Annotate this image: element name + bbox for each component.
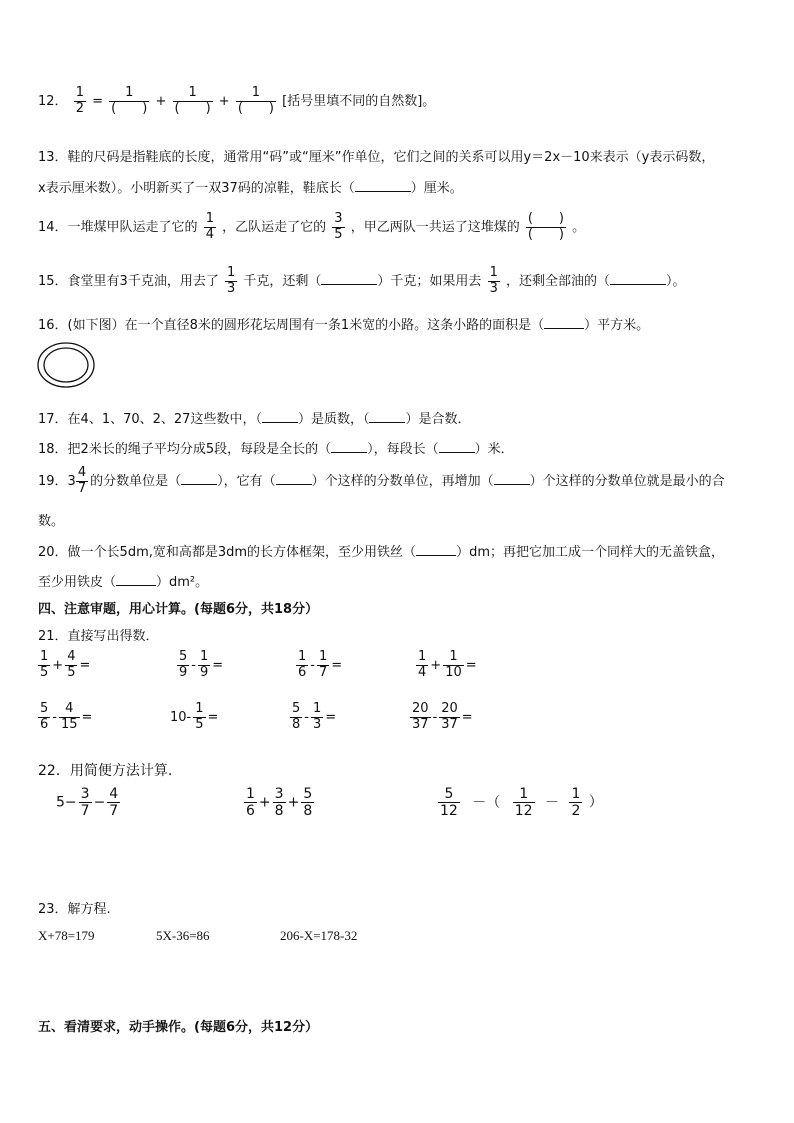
- question-20-line2: 至少用铁皮（ ）dm²。: [38, 575, 209, 590]
- fraction-blank[interactable]: $\frac{1}{( )}$: [111, 85, 148, 116]
- calc-item: $\frac{5}{9}$ - $\frac{1}{9}$ =: [179, 649, 224, 680]
- answer-blank[interactable]: [416, 543, 456, 556]
- answer-blank[interactable]: [369, 410, 405, 423]
- fraction: $\frac{1}{2}$: [75, 85, 84, 116]
- fraction: $\frac{1}{4}$: [205, 211, 214, 242]
- calc-item: $\frac{20}{37}$ - $\frac{20}{37}$ =: [412, 701, 473, 732]
- answer-blank[interactable]: [331, 440, 367, 453]
- answer-blank[interactable]: [116, 573, 156, 586]
- question-19-line2: 数。: [38, 514, 65, 529]
- answer-blank[interactable]: [355, 179, 411, 192]
- answer-blank[interactable]: [439, 440, 475, 453]
- calc-item: $\frac{1}{5}$ + $\frac{4}{5}$ =: [40, 649, 91, 680]
- question-22-title: 22．用简便方法计算.: [38, 763, 173, 779]
- question-16: 16．(如下图）在一个直径8米的圆形花坛周围有一条1米宽的小路。这条小路的面积是（ ）平方米。: [38, 318, 650, 333]
- answer-blank[interactable]: [610, 272, 666, 285]
- question-14: 14．一堆煤甲队运走了它的 $\frac{1}{4}$ ，乙队运走了它的 $\frac{3}{5}$ ，甲乙两队一共运了这堆煤的 $\frac{( )}{( )}$ 。: [38, 211, 586, 242]
- calc-item: $\frac{5}{8}$ - $\frac{1}{3}$ =: [292, 701, 337, 732]
- fraction: $\frac{1}{3}$: [226, 265, 236, 296]
- question-18: 18．把2米长的绳子平均分成5段，每段是全长的（ ），每段长（ ）米．: [38, 442, 514, 457]
- answer-blank[interactable]: [262, 410, 298, 423]
- inner-circle: [44, 348, 88, 382]
- question-17: 17．在4、1、70、2、27这些数中，（ ）是质数，（ ）是合数．: [38, 412, 471, 427]
- calc-item: 10- $\frac{1}{5}$ =: [170, 701, 219, 732]
- equation-1: X+78=179: [38, 928, 95, 943]
- outer-circle: [38, 343, 94, 387]
- question-15: 15．食堂里有3千克油，用去了 $\frac{1}{3}$ 千克，还剩（ ）千克；如果用去 $\frac{1}{3}$ ，还剩全部油的（ ）。: [38, 265, 686, 296]
- answer-blank[interactable]: [321, 272, 377, 285]
- fraction-blank[interactable]: $\frac{1}{( )}$: [237, 85, 274, 116]
- question-13-line1: 13．鞋的尺码是指鞋底的长度，通常用“码”或“厘米”作单位，它们之间的关系可以用y＝2x－10来表示（y表示码数，: [38, 150, 715, 165]
- equation-2: 5X-36=86: [156, 928, 210, 943]
- calc-item: $\frac{1}{6}$ - $\frac{1}{7}$ =: [298, 649, 343, 680]
- answer-blank[interactable]: [544, 316, 584, 329]
- equation-3: 206-X=178-32: [280, 928, 358, 943]
- fraction-answer-blank[interactable]: $\frac{( )}{( )}$: [527, 211, 564, 242]
- simplify-expr-2: $\frac{1}{6}$ + $\frac{3}{8}$ + $\frac{5}{8}$: [246, 786, 313, 820]
- question-20-line1: 20．做一个长5dm,宽和高都是3dm的长方体框架，至少用铁丝（ ）dm；再把它加工成一个同样大的无盖铁盒，: [38, 545, 724, 560]
- fraction: $\frac{4}{7}$: [77, 465, 87, 496]
- fraction-blank[interactable]: $\frac{1}{( )}$: [174, 85, 211, 116]
- answer-blank[interactable]: [276, 472, 312, 485]
- question-13-line2: x表示厘米数）。小明新买了一双37码的凉鞋，鞋底长（ ）厘米。: [38, 181, 463, 196]
- question-12: 12． $\frac{1}{2}$ = $\frac{1}{( )}$ + $\frac{1}{( )}$ + $\frac{1}{( )}$ [括号里填不同的自然数]。: [38, 85, 436, 116]
- question-21-title: 21．直接写出得数．: [38, 629, 159, 644]
- question-19: 19．3 $\frac{4}{7}$ 的分数单位是（ ），它有（ ）个这样的分数单位，再增加（ ）个这样的分数单位就是最小的合: [38, 465, 725, 496]
- answer-blank[interactable]: [181, 472, 217, 485]
- section-5-heading: 五、看清要求，动手操作。(每题6分，共12分）: [38, 1020, 319, 1035]
- fraction: $\frac{3}{5}$: [334, 211, 343, 242]
- answer-blank[interactable]: [494, 472, 530, 485]
- calc-item: $\frac{5}{6}$ - $\frac{4}{15}$ =: [40, 701, 93, 732]
- fraction: $\frac{1}{3}$: [489, 265, 498, 296]
- simplify-expr-1: 5− $\frac{3}{7}$ − $\frac{4}{7}$: [56, 786, 119, 820]
- ring-figure: [36, 340, 98, 390]
- simplify-expr-3: $\frac{5}{12}$ －（ $\frac{1}{12}$ － $\frac{1}{2}$ ）: [440, 786, 603, 820]
- section-4-heading: 四、注意审题，用心计算。(每题6分，共18分）: [38, 602, 319, 617]
- question-23-title: 23．解方程.: [38, 902, 111, 917]
- calc-item: $\frac{1}{4}$ + $\frac{1}{10}$ =: [418, 649, 477, 680]
